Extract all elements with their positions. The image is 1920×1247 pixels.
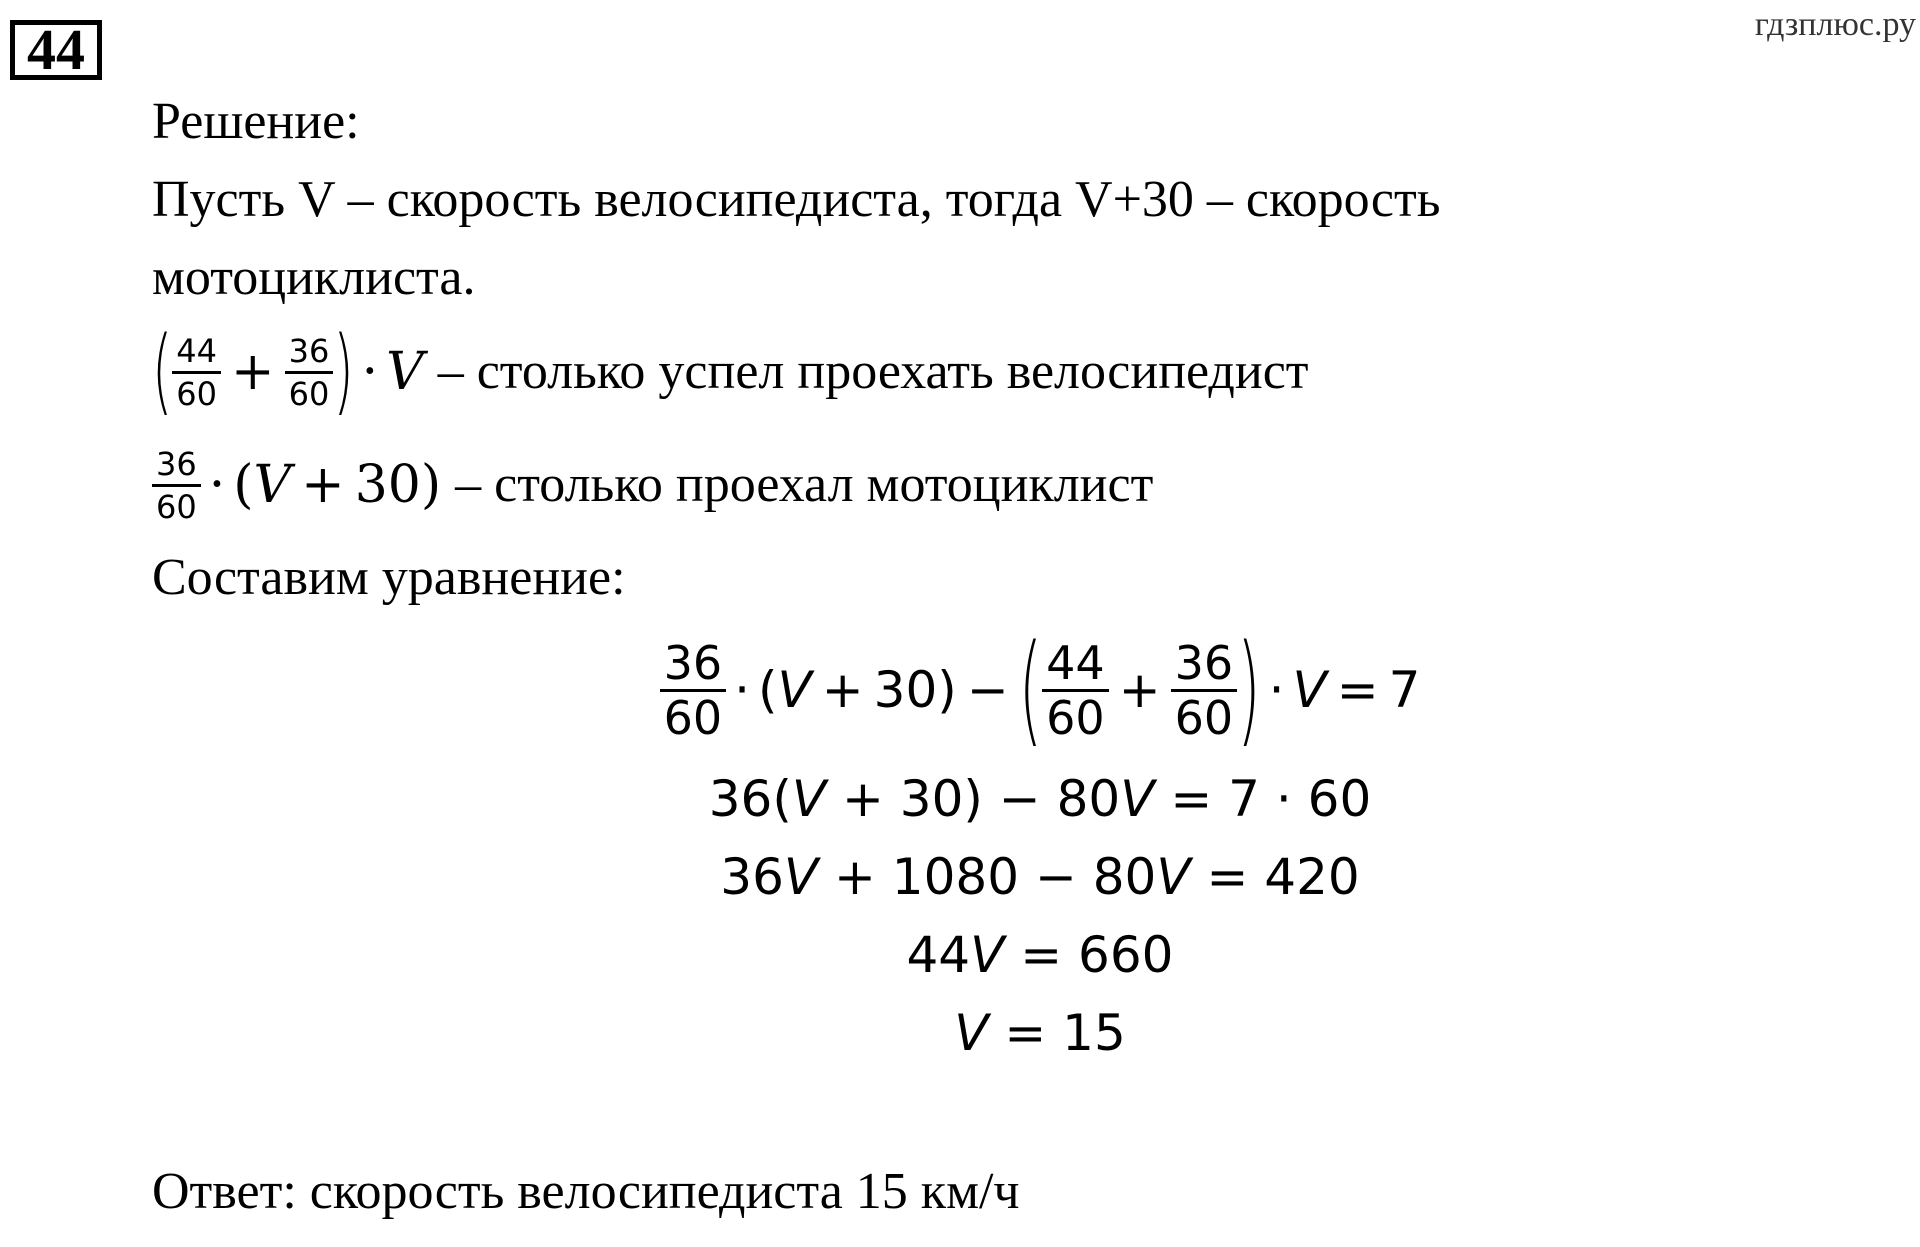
variable-v: V bbox=[386, 342, 424, 402]
eq3-part-c: = 420 bbox=[1206, 848, 1360, 906]
close-paren-large: ) bbox=[1237, 620, 1261, 760]
fraction-36-60 bbox=[660, 637, 727, 744]
variable-v: V bbox=[777, 661, 812, 719]
answer: Ответ: скорость велосипедиста 15 км/ч bbox=[152, 1163, 1020, 1220]
open-paren: ( bbox=[233, 455, 254, 515]
equation-4 bbox=[0, 926, 1920, 984]
cyclist-distance-line bbox=[152, 318, 1309, 426]
heading: Решение: bbox=[152, 93, 360, 150]
equation-1 bbox=[0, 620, 1920, 760]
denominator: 60 bbox=[156, 487, 197, 526]
moto-description: – столько проехал мотоциклист bbox=[455, 456, 1154, 513]
denominator: 60 bbox=[663, 690, 723, 745]
watermark: гдзплюс.ру bbox=[1754, 6, 1916, 43]
variable-v: V bbox=[1156, 848, 1191, 906]
dot-operator: · bbox=[208, 455, 226, 515]
fraction-36-60 bbox=[285, 331, 334, 414]
open-paren: ( bbox=[152, 318, 173, 426]
problem-number: 44 bbox=[10, 20, 102, 80]
fraction-44-60 bbox=[1042, 637, 1109, 744]
eq4-part-c: = 660 bbox=[1020, 926, 1174, 984]
variable-v: V bbox=[253, 455, 292, 515]
equals-sign: = bbox=[1336, 661, 1379, 719]
plus-sign: + bbox=[231, 342, 275, 402]
open-paren: ( bbox=[758, 661, 778, 719]
intro-line-1: Пусть V – скорость велосипедиста, тогда V+30 – скорость bbox=[152, 171, 1441, 228]
eq3-part-b: + 1080 − 80 bbox=[834, 848, 1157, 906]
cyclist-description: – столько успел проехать велосипедист bbox=[437, 343, 1309, 400]
minus-sign: − bbox=[966, 661, 1009, 719]
eq4-part-a: 44 bbox=[906, 926, 971, 984]
variable-v: V bbox=[954, 1004, 989, 1062]
fraction-44-60 bbox=[172, 331, 221, 414]
equation-2 bbox=[0, 770, 1920, 828]
intro-line-2: мотоциклиста. bbox=[152, 249, 476, 306]
denominator: 60 bbox=[176, 374, 218, 413]
variable-v: V bbox=[791, 770, 827, 828]
constant-30: 30) bbox=[873, 661, 957, 719]
equation-5 bbox=[0, 1004, 1920, 1062]
dot-operator: · bbox=[734, 661, 751, 719]
variable-v: V bbox=[1292, 661, 1327, 719]
numerator: 36 bbox=[285, 331, 334, 374]
plus-sign: + bbox=[1118, 661, 1161, 719]
open-paren-large: ( bbox=[1018, 620, 1043, 760]
equation-3 bbox=[0, 848, 1920, 906]
moto-distance-line bbox=[152, 435, 1153, 535]
plus-sign: + bbox=[301, 455, 345, 515]
fraction-36-60 bbox=[1171, 637, 1238, 744]
numerator: 36 bbox=[152, 444, 201, 487]
numerator: 44 bbox=[1042, 637, 1109, 692]
variable-v: V bbox=[783, 848, 819, 906]
eq3-part-a: 36 bbox=[720, 848, 784, 906]
plus-sign: + bbox=[821, 661, 864, 719]
close-paren: ) bbox=[333, 318, 354, 426]
eq5-part-c: = 15 bbox=[1004, 1004, 1126, 1062]
denominator: 60 bbox=[1046, 690, 1105, 745]
eq2-part-c: = 7 · 60 bbox=[1170, 770, 1372, 828]
variable-v: V bbox=[970, 926, 1005, 984]
dot-operator: · bbox=[1268, 661, 1285, 719]
variable-v: V bbox=[1120, 770, 1155, 828]
compose-equation-label: Составим уравнение: bbox=[152, 549, 626, 606]
numerator: 44 bbox=[172, 331, 221, 374]
dot-operator: · bbox=[361, 342, 379, 402]
rhs-value: 7 bbox=[1388, 661, 1421, 719]
numerator: 36 bbox=[660, 637, 727, 692]
fraction-36-60 bbox=[152, 444, 201, 527]
denominator: 60 bbox=[288, 374, 330, 413]
numerator: 36 bbox=[1171, 637, 1238, 692]
eq2-part-b: + 30) − 80 bbox=[842, 770, 1121, 828]
denominator: 60 bbox=[1174, 690, 1234, 745]
eq2-part-a: 36( bbox=[708, 770, 792, 828]
constant-30: 30) bbox=[354, 455, 442, 515]
